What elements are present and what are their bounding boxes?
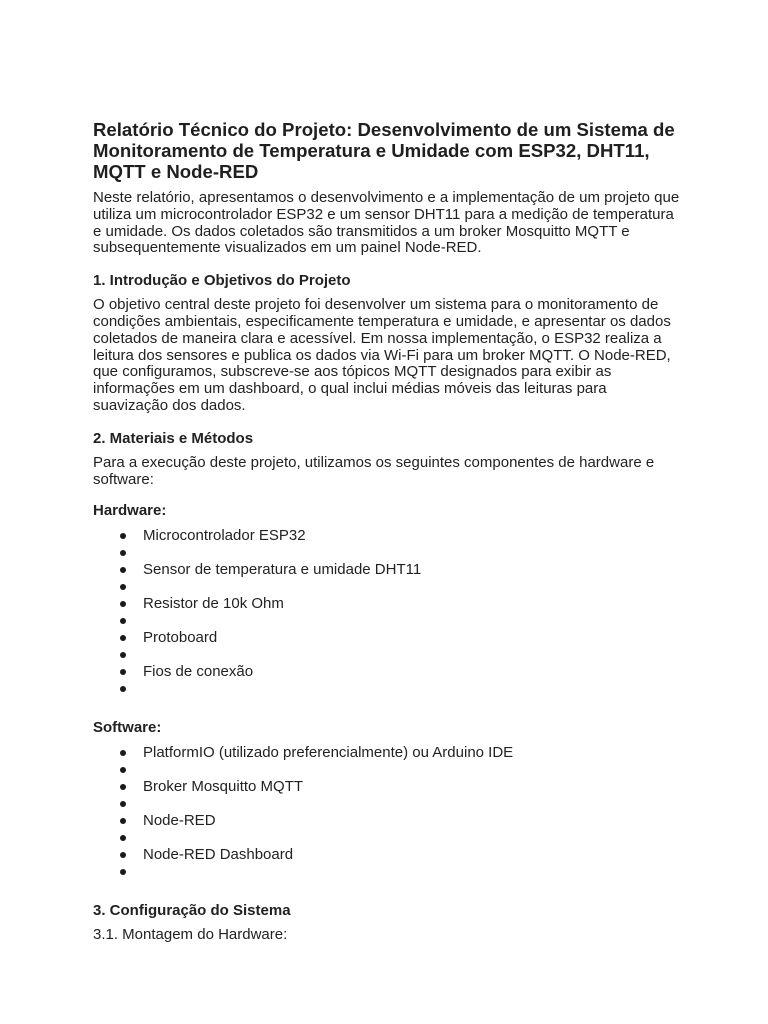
hardware-list xyxy=(93,527,682,697)
list-item: Node-RED xyxy=(93,812,682,829)
empty-list-item xyxy=(93,646,682,663)
list-item: Resistor de 10k Ohm xyxy=(93,595,682,612)
list-item: Microcontrolador ESP32 xyxy=(93,527,682,544)
section-1-body: O objetivo central deste projeto foi desenvolver um sistema para o monitoramento de condições ambientais, especificamente temperatura e umidade, e apresentar os dados coletados de maneira clara e acessível. Em nossa implementação, o ESP32 realiza a leitura dos sensores e publica os dados via Wi-Fi para um broker MQTT. O Node-RED, que configuramos, subscreve-se aos tópicos MQTT designados para exibir as informações em um dashboard, o qual inclui médias móveis das leituras para suavização dos dados. xyxy=(93,296,671,414)
list-item: Broker Mosquitto MQTT xyxy=(93,778,682,795)
software-list xyxy=(93,744,682,880)
section-2-body: Para a execução deste projeto, utilizamos os seguintes componentes de hardware e software: xyxy=(93,453,655,488)
section-1-heading: 1. Introdução e Objetivos do Projeto xyxy=(93,272,351,290)
empty-list-item xyxy=(93,761,682,778)
bullet-icon xyxy=(120,618,126,624)
list-item: Protoboard xyxy=(93,629,682,646)
bullet-icon xyxy=(120,801,126,807)
empty-list-item xyxy=(93,578,682,595)
bullet-icon xyxy=(120,652,126,658)
empty-list-item xyxy=(93,863,682,880)
bullet-icon xyxy=(120,835,126,841)
section-2-heading: 2. Materiais e Métodos xyxy=(93,429,254,447)
list-item: Sensor de temperatura e umidade DHT11 xyxy=(93,561,682,578)
bullet-icon xyxy=(120,869,126,875)
empty-list-item xyxy=(93,829,682,846)
software-label: Software: xyxy=(93,719,162,737)
document-title: Relatório Técnico do Projeto: Desenvolvimento de um Sistema de Monitoramento de Temperatura e Umidade com ESP32, DHT11, MQTT e Node-RED xyxy=(93,119,675,182)
intro-paragraph: Neste relatório, apresentamos o desenvolvimento e a implementação de um projeto que utiliza um microcontrolador ESP32 e um sensor DHT11 para a medição de temperatura e umidade. Os dados coletados são transmitidos a um broker Mosquitto MQTT e subsequentemente visualizados em um painel Node-RED. xyxy=(93,189,680,257)
bullet-icon xyxy=(120,767,126,773)
section-3-heading: 3. Configuração do Sistema xyxy=(93,902,291,920)
empty-list-item xyxy=(93,612,682,629)
bullet-icon xyxy=(120,584,126,590)
empty-list-item xyxy=(93,795,682,812)
empty-list-item xyxy=(93,544,682,561)
list-item: Fios de conexão xyxy=(93,663,682,680)
section-3-subheading: 3.1. Montagem do Hardware: xyxy=(93,926,288,944)
bullet-icon xyxy=(120,550,126,556)
list-item: Node-RED Dashboard xyxy=(93,846,682,863)
empty-list-item xyxy=(93,680,682,697)
list-item: PlatformIO (utilizado preferencialmente) ou Arduino IDE xyxy=(93,744,682,761)
bullet-icon xyxy=(120,686,126,692)
hardware-label: Hardware: xyxy=(93,502,167,520)
